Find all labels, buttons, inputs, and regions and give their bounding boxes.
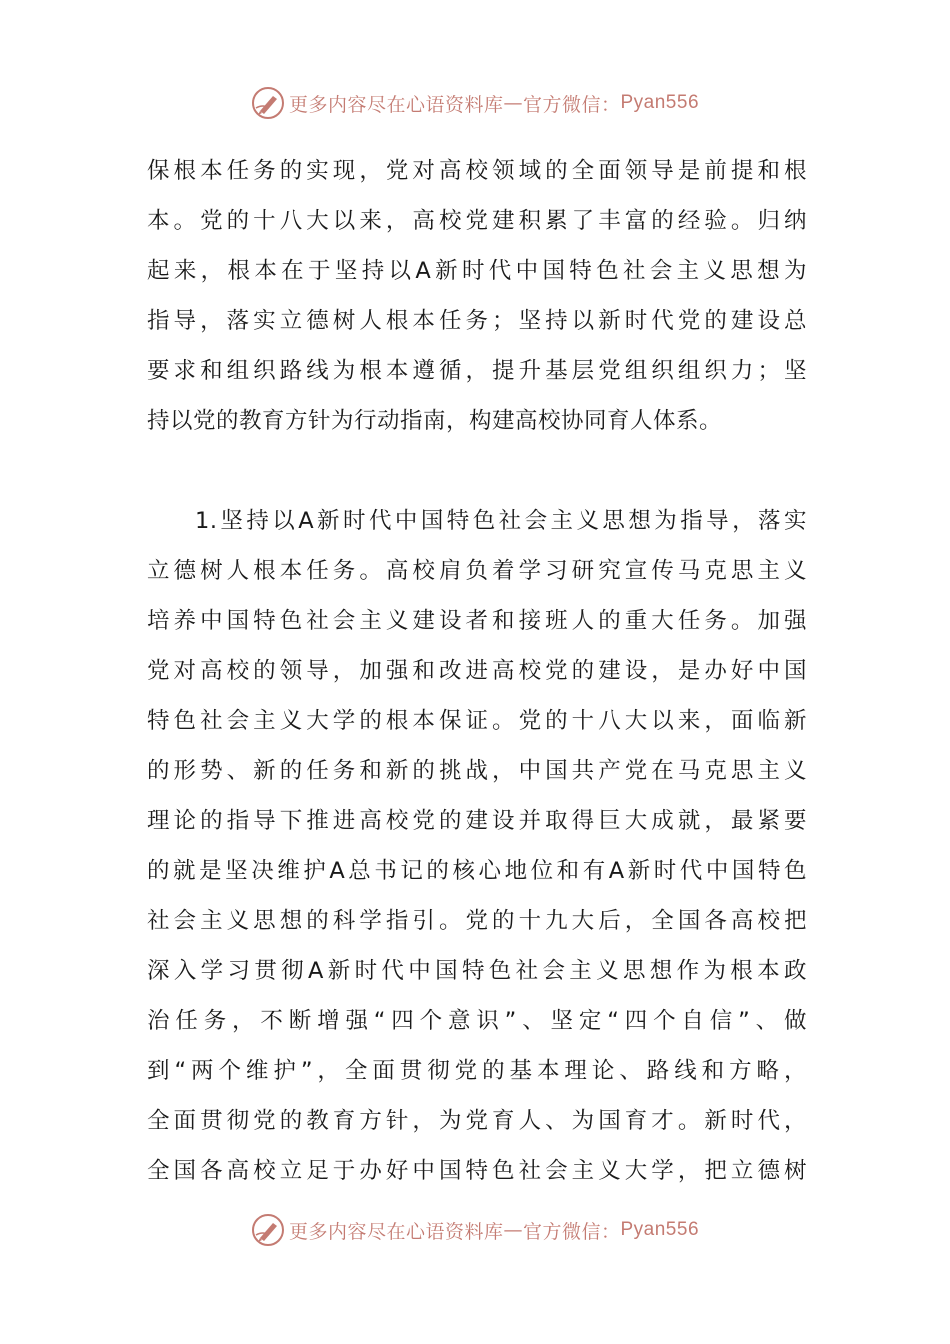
header-watermark bbox=[0, 86, 950, 120]
watermark-dash: — bbox=[503, 92, 523, 114]
paragraph-line: 本。党的十八大以来，高校党建积累了丰富的经验。归纳 bbox=[147, 208, 807, 234]
watermark-sub-text: 官方微信： bbox=[522, 1220, 621, 1243]
paragraph-line: 起来，根本在于坚持以A新时代中国特色社会主义思想为 bbox=[147, 258, 807, 284]
watermark-wechat-id: Pyan556 bbox=[620, 92, 700, 113]
footer-watermark bbox=[0, 1213, 950, 1247]
paragraph-line: 持以党的教育方针为行动指南，构建高校协同育人体系。 bbox=[147, 408, 723, 434]
paragraph-line: 的就是坚决维护A总书记的核心地位和有A新时代中国特色 bbox=[147, 858, 807, 884]
paragraph-line: 理论的指导下推进高校党的建设并取得巨大成就，最紧要 bbox=[147, 808, 807, 834]
pen-logo-icon bbox=[251, 86, 285, 120]
paragraph-line: 社会主义思想的科学指引。党的十九大后，全国各高校把 bbox=[147, 908, 807, 934]
paragraph-line: 全国各高校立足于办好中国特色社会主义大学，把立德树 bbox=[147, 1158, 807, 1184]
paragraph-gap bbox=[147, 446, 807, 496]
paragraph-line: 培养中国特色社会主义建设者和接班人的重大任务。加强 bbox=[147, 608, 807, 634]
pen-logo-icon bbox=[251, 1213, 285, 1247]
paragraph-line: 1.坚持以A新时代中国特色社会主义思想为指导，落实 bbox=[195, 508, 807, 534]
paragraph-line: 深入学习贯彻A新时代中国特色社会主义思想作为根本政 bbox=[147, 958, 807, 984]
paragraph-line: 治任务，不断增强“四个意识”、坚定“四个自信”、做 bbox=[147, 1008, 807, 1034]
watermark-main-text: 更多内容尽在心语资料库 bbox=[288, 93, 504, 116]
paragraph-2 bbox=[147, 496, 807, 1196]
watermark-wechat-id: Pyan556 bbox=[620, 1219, 700, 1240]
document-body bbox=[147, 146, 807, 1196]
paragraph-line: 的形势、新的任务和新的挑战，中国共产党在马克思主义 bbox=[147, 758, 807, 784]
watermark-dash: — bbox=[503, 1219, 523, 1241]
paragraph-line: 保根本任务的实现，党对高校领域的全面领导是前提和根 bbox=[147, 158, 807, 184]
watermark-main-text: 更多内容尽在心语资料库 bbox=[288, 1220, 504, 1243]
paragraph-line: 党对高校的领导，加强和改进高校党的建设，是办好中国 bbox=[147, 658, 807, 684]
watermark-sub-text: 官方微信： bbox=[522, 93, 621, 116]
paragraph-line: 特色社会主义大学的根本保证。党的十八大以来，面临新 bbox=[147, 708, 807, 734]
paragraph-line: 指导，落实立德树人根本任务；坚持以新时代党的建设总 bbox=[147, 308, 807, 334]
paragraph-line: 立德树人根本任务。高校肩负着学习研究宣传马克思主义 bbox=[147, 558, 807, 584]
paragraph-line: 要求和组织路线为根本遵循，提升基层党组织组织力；坚 bbox=[147, 358, 807, 384]
paragraph-line: 全面贯彻党的教育方针，为党育人、为国育才。新时代， bbox=[147, 1108, 807, 1134]
paragraph-1 bbox=[147, 146, 807, 446]
paragraph-line: 到“两个维护”，全面贯彻党的基本理论、路线和方略， bbox=[147, 1058, 807, 1084]
